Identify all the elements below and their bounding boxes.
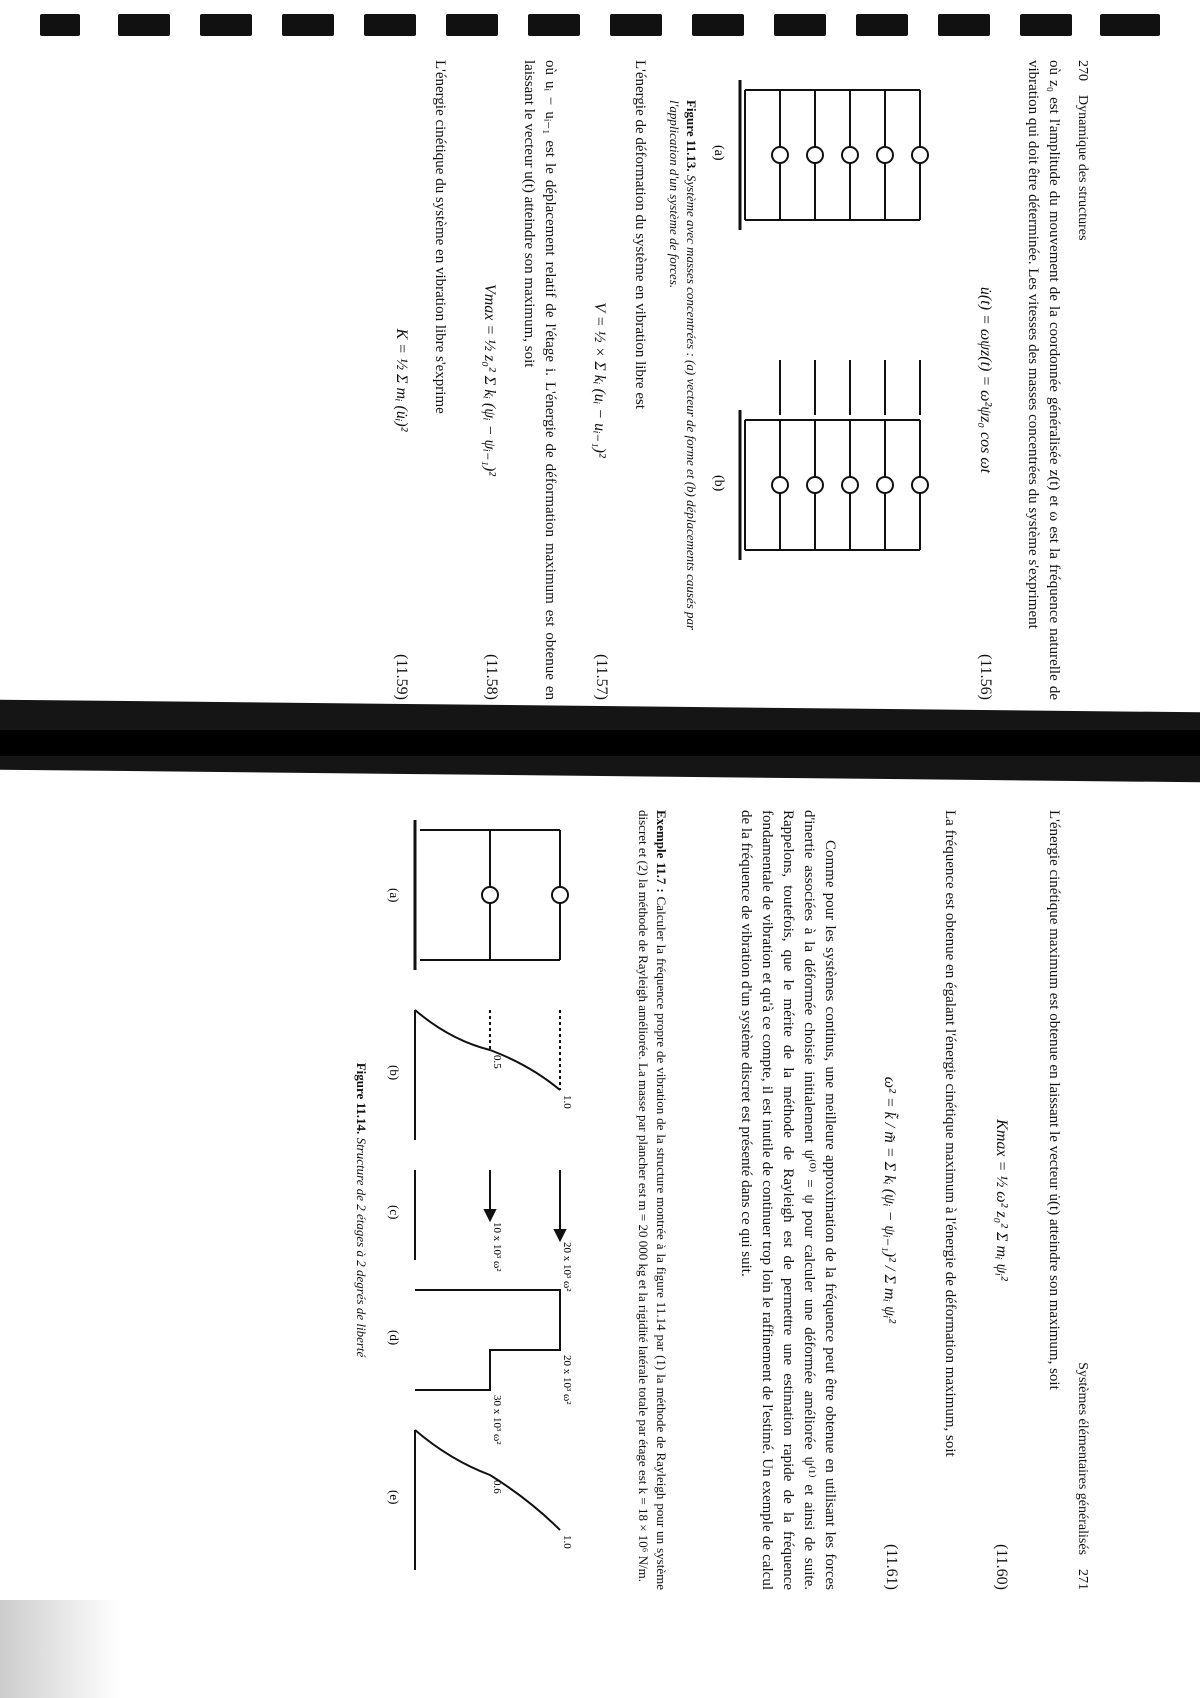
figure-11-13 [710, 60, 960, 700]
sub-label-a: (a) [387, 888, 402, 903]
paragraph: L'énergie cinétique maximum est obtenue en laissant le vecteur u̇(t) atteindre son maximum, soit [1046, 810, 1062, 1390]
sub-label-e: (e) [387, 1490, 402, 1505]
value-label: 0.6 [491, 1480, 503, 1494]
equation-number: (11.59) [393, 653, 410, 700]
paragraph: où z₀ est l'amplitude du mouvement de la coordonnée généralisée z(t) et ω est la fréquence naturelle de vibration qui doit être déterminée. Les vitesses des masses concentrées du système s'expriment [1025, 60, 1062, 700]
frame-a [745, 90, 928, 220]
equation-11-58 [480, 60, 500, 700]
example-label: Exemple 11.7 : [654, 810, 669, 893]
equation-number: (11.60) [993, 1543, 1010, 1590]
equation-text: u̇(t) = ωψz(t) = ω²ψz₀ cos ωt [977, 286, 994, 474]
scan-shadow [0, 1600, 120, 1698]
equation-11-60 [992, 810, 1010, 1590]
inertia-forces [415, 1170, 565, 1260]
mode-shape [415, 1010, 560, 1140]
caption-label: Figure 11.13. [684, 100, 699, 172]
page-header [1074, 60, 1090, 700]
running-header: Dynamique des structures [1075, 95, 1090, 241]
page-number: 271 [1075, 1569, 1090, 1590]
fig-label-b: (b) [711, 475, 726, 492]
equation-number: (11.61) [883, 1543, 900, 1590]
equation-11-57 [590, 60, 610, 700]
equation-text: ω² = k̃ / m̃ = Σ kᵢ (ψᵢ − ψᵢ₋₁)² / Σ mᵢ ψᵢ² [881, 1076, 898, 1324]
equation-text: V = ½ × Σ kᵢ (uᵢ − uᵢ₋₁)² [591, 302, 608, 458]
paragraph: La fréquence est obtenue en égalant l'énergie cinétique maximum à l'énergie de déformation maximum, soit [942, 810, 958, 1457]
caption-text: Structure de 2 étages à 2 degrés de liberté [354, 1137, 369, 1358]
right-page [0, 780, 1200, 1680]
book-gutter-shadow [0, 730, 1200, 756]
value-label: 20 x 10³ ω² [561, 1355, 573, 1405]
sub-label-d: (d) [387, 1330, 402, 1346]
figure-11-14 [380, 810, 590, 1590]
value-label: 20 x 10³ ω² [561, 1242, 573, 1292]
equation-text: K = ½ Σ mᵢ (u̇ᵢ)² [393, 328, 410, 432]
improved-mode-shape [415, 1430, 560, 1570]
value-label: 1.0 [561, 1095, 573, 1109]
equation-number: (11.58) [483, 653, 500, 700]
example-text: Calculer la fréquence propre de vibration de la structure montrée à la figure 11.14 par (1) la méthode de Rayleigh pour un système discret et (2) la méthode de Rayleigh améliorée. La masse par plancher est m = 20 000 kg et la rigidité latérale totale par étage est k = 18 × 10⁶ N/m. [636, 810, 669, 1591]
sub-label-b: (b) [387, 1065, 402, 1081]
equation-text: Kmax = ½ ω² z₀² Σ mᵢ ψᵢ² [993, 1119, 1010, 1281]
paragraph: L'énergie cinétique du système en vibration libre s'exprime [432, 60, 448, 414]
value-label: 0.5 [491, 1055, 503, 1069]
equation-11-56 [976, 60, 994, 700]
frame-2-storey [420, 830, 568, 960]
paragraph: L'énergie de déformation du système en vibration libre est [632, 60, 648, 409]
page-header [1074, 810, 1090, 1590]
fig-label-a: (a) [711, 145, 726, 161]
caption-text: Système avec masses concentrées : (a) vecteur de forme et (b) déplacements causés par l'application d'un système de forces. [667, 100, 699, 631]
figure-caption [666, 100, 700, 660]
equation-text: Vmax = ½ z₀² Σ kᵢ (ψᵢ − ψᵢ₋₁)² [481, 283, 498, 477]
frame-b [745, 360, 928, 550]
equation-number: (11.57) [593, 653, 610, 700]
page-number: 270 [1075, 60, 1090, 81]
value-label: 30 x 10³ ω² [491, 1395, 503, 1445]
paragraph: où uᵢ − uᵢ₋₁ est le déplacement relatif de l'étage i. L'énergie de déformation maximum est obtenue en laissant le vecteur u(t) atteindre son maximum, soit [521, 60, 558, 700]
left-page [0, 0, 1200, 700]
equation-11-61 [880, 810, 900, 1590]
running-header: Systèmes élémentaires généralisés [1075, 1362, 1090, 1555]
value-label: 10 x 10³ ω² [491, 1222, 503, 1272]
equation-11-59 [392, 60, 410, 700]
equation-number: (11.56) [977, 653, 994, 700]
caption-label: Figure 11.14. [354, 1062, 369, 1135]
sub-label-c: (c) [387, 1205, 402, 1220]
figure-caption [353, 930, 370, 1490]
value-label: 1.0 [561, 1535, 573, 1549]
example-paragraph [634, 810, 670, 1590]
shear-diagram [415, 1290, 560, 1390]
paragraph: Comme pour les systèmes continus, une meilleure approximation de la fréquence peut être obtenue en utilisant les forces d'inertie associées à la déformée choisie initialement ψ⁽⁰⁾ = ψ pour calculer une déformée améliorée ψ⁽¹⁾ et ainsi de suite. Rappelons, toutefois, que le mérite de la méthode de Rayleigh est de permettre une estimation rapide de la fréquence fondamentale de vibration et qu'à ce compte, il est inutile de continuer trop loin le raffinement de l'estimé. Un exemple de calcul de la fréquence de vibration d'un système discret est présenté dans ce qui suit. [738, 810, 838, 1590]
